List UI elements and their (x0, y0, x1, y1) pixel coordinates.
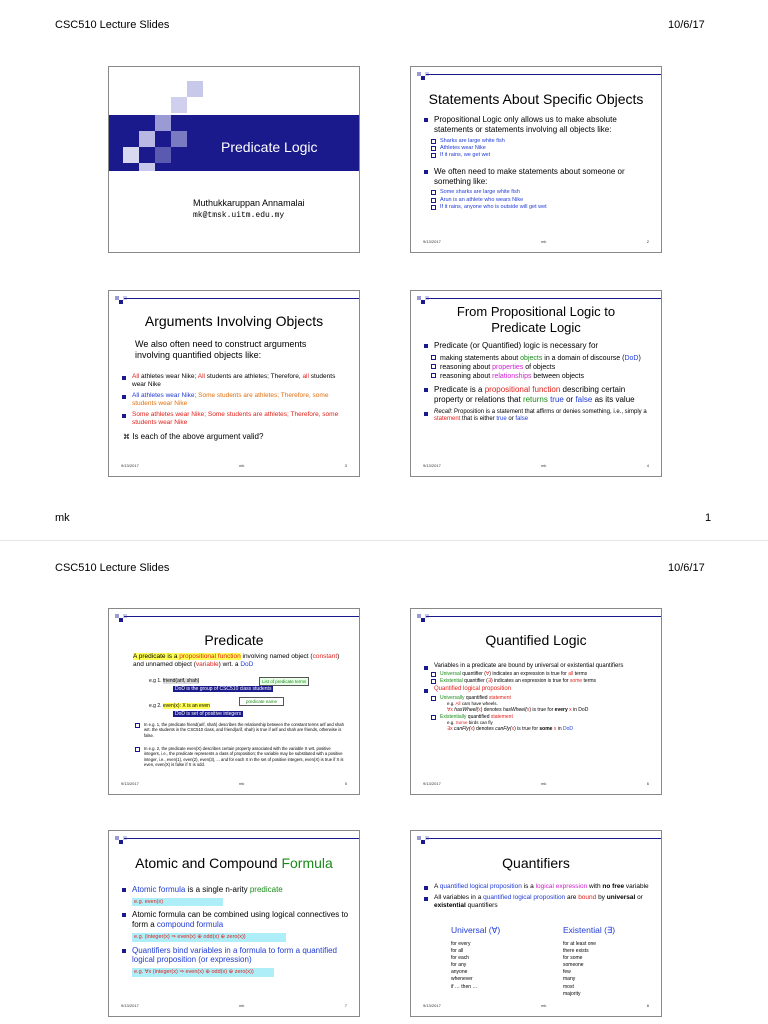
definition: A predicate is a propositional function involving named object (constant) and unnamed object (variable) wrt. a DoD (133, 653, 340, 668)
example-2-note: DoD is set of positive integers (175, 711, 242, 717)
page2-header-date: 10/6/17 (668, 562, 705, 574)
slide-5 (108, 608, 360, 795)
page1-footer-page-number: 1 (705, 512, 712, 524)
sub-bullet: making statements about objects in a domain of discourse (DoD) (423, 354, 653, 363)
slide-footer: 9/13/2017 mk 6 (423, 781, 649, 786)
slide-title: Arguments Involving Objects (144, 313, 324, 329)
callout-predicate-name: predicate name (239, 697, 284, 706)
argument-1: All athletes wear Nike; All students are athletes; Therefore, all students wear Nike (121, 373, 351, 389)
sub-bullet: Sharks are large white fish (423, 138, 653, 145)
slide-title: Predicate Logic (221, 139, 318, 155)
explanation-1: In e.g. 1, the predicate friend(arif, shah) describes the relationship between the constant terms arif and shah wrt. the students in the CSC510 class, and friend(arif, shah) is true if arif and shah are friends, otherwise is false. (127, 722, 345, 738)
slide-7 (108, 830, 360, 1017)
author-name: Muthukkaruppan Annamalai (193, 198, 305, 208)
example-1-note: DoD is the group of CSC510 class students (175, 686, 272, 692)
universal-example: e.g. All cars have wheels. (447, 701, 498, 707)
explanation-2: In e.g. 2, the predicate even(X) describes certain property associated with the variable X wrt. positive integers, i.e., the predicate represents a class of proposition; the variable may be substituted with a positive integer, i.e., even(1), even(2), even(3), ... and for each X in the set of positive integers, even(X) is true if X is even, even(X) is false if X is odd. (127, 746, 345, 767)
slide-footer: 9/13/2017 mk 4 (423, 463, 649, 468)
sub-bullet: If it rains, anyone who is outside will get wet (423, 204, 653, 211)
sub-bullet: If it rains, we get wet (423, 152, 653, 159)
sub-bullet: Athletes wear Nike (423, 145, 653, 152)
slide-title: Statements About Specific Objects (428, 91, 644, 107)
callout-predicate-terms: List of predicate terms (259, 677, 309, 686)
bullet: Predicate (or Quantified) logic is necessary for (423, 341, 653, 351)
existential-heading: Existential (∃) (563, 925, 616, 935)
slide-title: From Propositional Logic to Predicate Logic (456, 304, 616, 335)
intro-text: We also often need to construct arguments involving quantified objects like: (135, 339, 307, 361)
question: ⌘ Is each of the above argument valid? (123, 432, 264, 441)
existential-statement: Existentially quantified statement (423, 714, 653, 721)
page-divider (0, 540, 768, 541)
slide-2 (410, 66, 662, 253)
slide-footer: 9/13/2017 mk 5 (121, 781, 347, 786)
slide-title: Predicate (204, 632, 264, 648)
argument-3: Some athletes wear Nike; Some students are athletes; Therefore, some students wear Nike (121, 411, 351, 427)
example: e.g. even(x) (132, 898, 223, 907)
slide-footer: 9/13/2017 mk 7 (121, 1003, 347, 1008)
bullet: All variables in a quantified logical proposition are bound by universal or existential quantifiers (423, 894, 653, 910)
universal-quantifier: Universal quantifier (∀) indicates an expression is true for all terms (423, 671, 653, 678)
page2-header-title: CSC510 Lecture Slides (55, 562, 170, 574)
slide-footer: 9/13/2017 mk 2 (423, 239, 649, 244)
page1-footer-author: mk (55, 512, 70, 524)
existential-example: e.g. Some birds can fly (447, 720, 493, 726)
bullet: Predicate is a propositional function describing certain property or relations that returns true or false as its value (423, 385, 653, 405)
bullet: We often need to make statements about someone or something like: (423, 167, 653, 187)
slide-title: Atomic and Compound Formula (135, 855, 333, 871)
bullet: Quantified logical proposition (423, 686, 653, 693)
slide-title: Quantifiers (502, 855, 570, 871)
universal-statement: Universally quantified statement (423, 695, 653, 702)
universal-formula: ∀x hasWheel(x) denotes hasWheel(x) is true for every x in DoD (447, 706, 589, 713)
sub-bullet: Some sharks are large white fish (423, 189, 653, 196)
slide-3 (108, 290, 360, 477)
bullet: Variables in a predicate are bound by universal or existential quantifiers (423, 663, 653, 670)
argument-2: All athletes wear Nike; Some students are athletes; Therefore, some students wear Nike (121, 392, 351, 408)
slide-title: Quantified Logic (485, 632, 587, 648)
universal-words: for every for all for each for any anyone whenever if … then … (451, 941, 478, 990)
bullet: Atomic formula is a single n-arity predicate (121, 885, 351, 895)
sub-bullet: Arun is an athlete who wears Nike (423, 197, 653, 204)
bullet: Atomic formula can be combined using logical connectives to form a compound formula (121, 910, 351, 930)
slide-4 (410, 290, 662, 477)
page1-header-date: 10/6/17 (668, 19, 705, 31)
slide-8 (410, 830, 662, 1017)
question-icon: ⌘ (123, 434, 130, 441)
sub-bullet: reasoning about properties of objects (423, 363, 653, 372)
slide-footer: 9/13/2017 mk 3 (121, 463, 347, 468)
bullet: Recall: Proposition is a statement that affirms or denies something, i.e., simply a statement that is either true or false (423, 409, 653, 424)
existential-quantifier: Existential quantifier (∃) indicates an expression is true for some terms (423, 678, 653, 685)
example: e.g. ∀x (integer(x) ⇒ even(x) ⊕ odd(x) ⊕ zero(x)) (132, 968, 274, 977)
example-1: e.g 1. friend(arif, shah) (149, 678, 200, 684)
sub-bullet: reasoning about relationships between objects (423, 372, 653, 381)
page1-header-title: CSC510 Lecture Slides (55, 19, 170, 31)
bullet: A quantified logical proposition is a logical expression with no free variable (423, 883, 653, 891)
example-2: e.g 2. even(x): X is an even (149, 703, 210, 709)
existential-formula: ∃x canFly(x) denotes canFly(x) is true for some x in DoD (447, 725, 574, 732)
bullet: Quantifiers bind variables in a formula to form a quantified logical proposition (or expression) (121, 946, 351, 966)
example: e.g. (integer(x) ⇒ even(x) ⊕ odd(x) ⊕ zero(x)) (132, 933, 286, 942)
slide-footer: 9/13/2017 mk 8 (423, 1003, 649, 1008)
existential-words: for at least one there exists for some someone few many most majority (563, 941, 597, 997)
universal-heading: Universal (∀) (451, 925, 501, 935)
bullet: Propositional Logic only allows us to make absolute statements or statements involving all objects like: (423, 115, 653, 135)
slide-1 (108, 66, 360, 253)
slide-6 (410, 608, 662, 795)
author-email: mk@tmsk.uitm.edu.my (193, 211, 285, 220)
